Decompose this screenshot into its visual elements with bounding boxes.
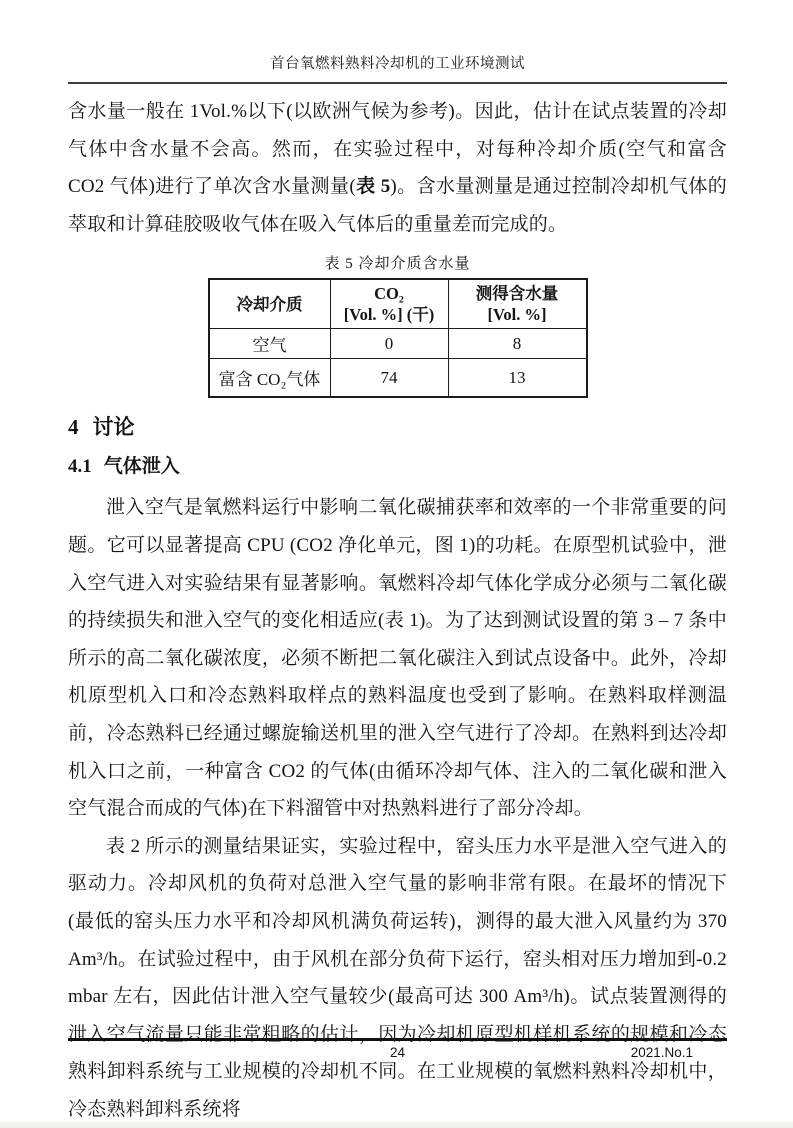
table-header-water-line1: 测得含水量	[475, 284, 559, 304]
table-header-water-line2: [Vol. %]	[487, 305, 547, 325]
table-header-measured-water	[448, 279, 587, 329]
paragraph-1-text-post: )。含水量测量是通过控制冷却机气体的萃取和计算硅胶吸收气体在吸入气体后的重量差而完成的。	[68, 176, 727, 235]
paragraph-1-text-pre: 含水量一般在 1Vol.%以下(以欧洲气候为参考)。因此，估计在试点装置的冷却气体中含水量不会高。然而，在实验过程中，对每种冷却介质(空气和富含 CO2 气体)进行了单次含水量测量(	[68, 101, 727, 198]
running-header-title: 首台氧燃料熟料冷却机的工业环境测试	[68, 0, 727, 84]
table-header-cooling-medium: 冷却介质	[209, 279, 331, 329]
section-4-title: 讨论	[92, 415, 135, 440]
paragraph-air-leakage: 泄入空气是氧燃料运行中影响二氧化碳捕获率和效率的一个非常重要的问题。它可以显著提高 CPU (CO2 净化单元，图 1)的功耗。在原型机试验中，泄入空气进入对实验结果有显著影响。氧燃料冷却气体化学成分必须与二氧化碳的持续损失和泄入空气的变化相适应(表 1)。为了达到测试设置的第 3 – 7 条中所示的高二氧化碳浓度，必须不断把二氧化碳注入到试点设备中。此外，冷却机原型机入口和冷态熟料取样点的熟料温度也受到了影响。在熟料取样测温前，冷态熟料已经通过螺旋输送机里的泄入空气进行了冷却。在熟料到达冷却机入口之前，一种富含 CO2 的气体(由循环冷却气体、注入的二氧化碳和泄入空气混合而成的气体)在下料溜管中对热熟料进行了部分冷却。	[68, 497, 727, 820]
subsection-4-1-number: 4.1	[68, 456, 92, 478]
cell-co2-air: 0	[330, 329, 448, 359]
table-header-row	[209, 279, 587, 329]
table-header-co2-line1: CO₂	[374, 284, 404, 304]
cell-water-air: 8	[448, 329, 587, 359]
page-number: 24	[389, 1045, 406, 1060]
table-row-air	[209, 329, 587, 359]
table-header-co2	[330, 279, 448, 329]
paragraph-measurement-results: 表 2 所示的测量结果证实，实验过程中，窑头压力水平是泄入空气进入的驱动力。冷却风机的负荷对总泄入空气量的影响非常有限。在最坏的情况下(最低的窑头压力水平和冷却风机满负荷运转)，测得的最大泄入风量约为 370 Am³/h。在试验过程中，由于风机在部分负荷下运行，窑头相对压力增加到-0.2 mbar 左右，因此估计泄入空气量较少(最高可达 300 Am³/h)。试点装置测得的泄入空气流量只能非常粗略的估计，因为冷却机原型机样机系统的规模和冷态熟料卸料系统与工业规模的冷却机不同。在工业规模的氧燃料熟料冷却机中，冷态熟料卸料系统将	[68, 835, 727, 1120]
cell-medium-air: 空气	[209, 329, 331, 359]
table-5-cooling-medium-water-content	[208, 278, 588, 398]
paragraph-water-content	[68, 93, 727, 243]
table-5-caption: 表 5 冷却介质含水量	[324, 256, 471, 273]
subsection-heading-4-1-gas-leakage	[68, 455, 727, 479]
cell-co2-co2-gas: 74	[330, 359, 448, 398]
journal-issue-label: 2021.No.1	[630, 1045, 693, 1060]
table-5-inline-reference: 表 5	[355, 176, 391, 198]
page-footer	[68, 1038, 727, 1069]
cell-water-co2-gas: 13	[448, 359, 587, 398]
subsection-4-1-title: 气体泄入	[103, 456, 180, 478]
table-row-co2-rich-gas	[209, 359, 587, 398]
table-header-co2-line2: [Vol. %] (干)	[343, 305, 435, 325]
cell-medium-co2-gas: 富含 CO₂气体	[209, 359, 331, 398]
section-4-number: 4	[68, 415, 79, 440]
section-heading-4-discussion	[68, 414, 727, 440]
